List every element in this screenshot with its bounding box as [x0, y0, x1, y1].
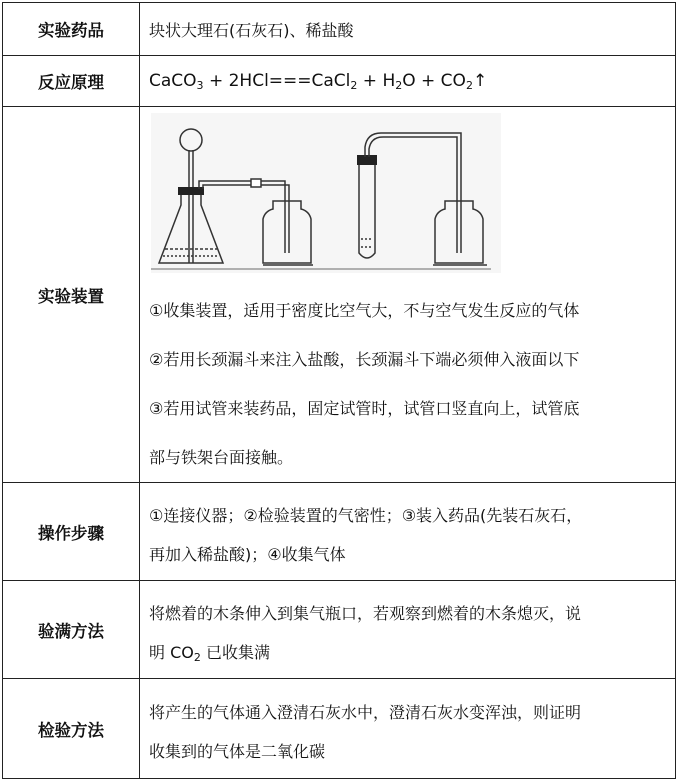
full-check-line — [149, 637, 675, 668]
label-apparatus: 实验装置 — [3, 107, 140, 483]
full-check-line: 将燃着的木条伸入到集气瓶口，若观察到燃着的木条熄灭，说 — [149, 604, 582, 623]
steps-line: ①连接仪器；②检验装置的气密性；③装入药品(先装石灰石， — [149, 506, 583, 525]
label-principle: 反应原理 — [3, 56, 140, 107]
apparatus-note: 部与铁架台面接触。 — [149, 448, 294, 467]
row-verify — [3, 679, 676, 779]
eq-sub: 2 — [350, 79, 358, 92]
full-check-part: 已收集满 — [200, 643, 270, 662]
verify-line: 将产生的气体通入澄清石灰水中，澄清石灰水变浑浊，则证明 — [149, 703, 582, 722]
apparatus-note: ③若用试管来装药品，固定试管时，试管口竖直向上，试管底 — [149, 399, 580, 418]
value-drugs: 块状大理石(石灰石)、稀盐酸 — [140, 3, 676, 56]
eq-part: + 2HCl===CaCl — [203, 71, 351, 91]
apparatus-note: ②若用长颈漏斗来注入盐酸，长颈漏斗下端必须伸入液面以下 — [149, 350, 580, 369]
apparatus-diagram — [151, 113, 501, 273]
label-full-check: 验满方法 — [3, 581, 140, 679]
apparatus-note: ①收集装置，适用于密度比空气大，不与空气发生反应的气体 — [149, 301, 580, 320]
row-steps — [3, 483, 676, 581]
steps-line: 再加入稀盐酸)；④收集气体 — [149, 545, 346, 564]
eq-part: CaCO — [149, 71, 197, 91]
row-full-check — [3, 581, 676, 679]
verify-line: 收集到的气体是二氧化碳 — [149, 742, 326, 761]
eq-part: + H — [357, 71, 396, 91]
label-drugs: 实验药品 — [3, 3, 140, 56]
eq-part: O + CO — [402, 71, 466, 91]
eq-sub: 2 — [395, 79, 403, 92]
row-principle — [3, 56, 676, 107]
reaction-equation — [140, 56, 676, 107]
eq-part: ↑ — [472, 71, 488, 91]
label-verify: 检验方法 — [3, 679, 140, 779]
full-check-part: 明 CO — [149, 643, 194, 662]
full-check-sub: 2 — [193, 651, 201, 664]
value-full-check — [140, 581, 676, 679]
label-steps: 操作步骤 — [3, 483, 140, 581]
row-apparatus — [3, 107, 676, 483]
eq-sub: 2 — [465, 79, 473, 92]
experiment-table — [2, 2, 676, 779]
value-apparatus — [140, 107, 676, 483]
value-verify — [140, 679, 676, 779]
row-drugs — [3, 3, 676, 56]
eq-sub: 3 — [196, 79, 204, 92]
value-steps — [140, 483, 676, 581]
